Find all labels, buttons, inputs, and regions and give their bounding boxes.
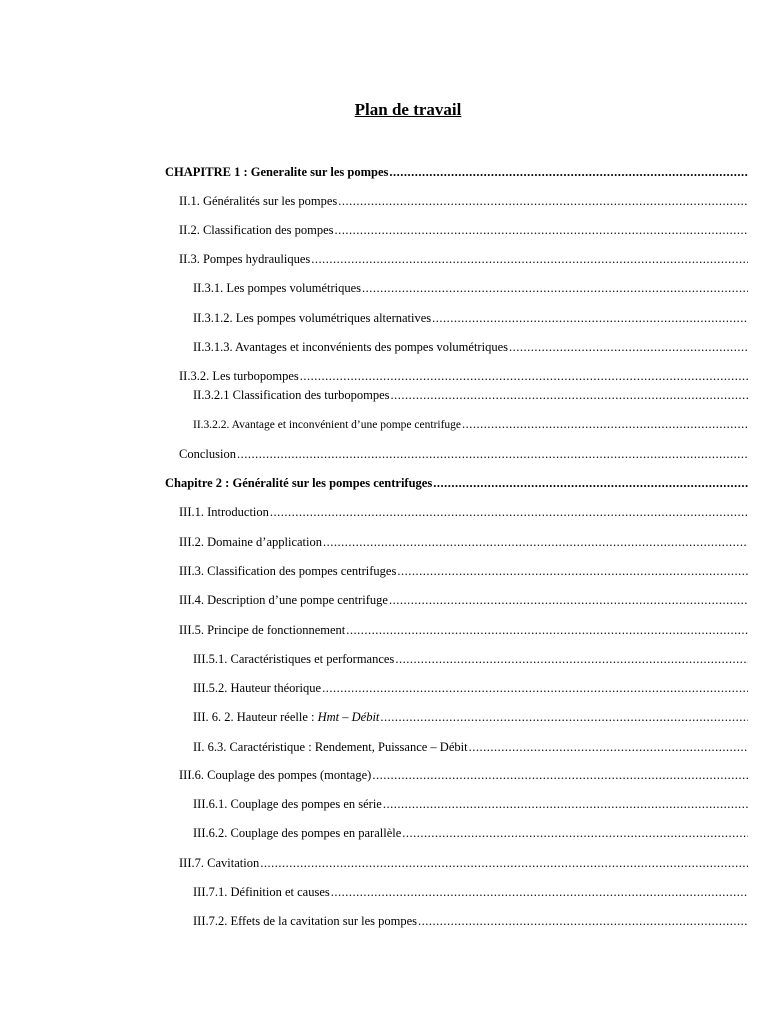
dot-leader: [346, 622, 748, 638]
dot-leader: [389, 592, 748, 608]
toc-entry-label: III.2. Domaine d’application: [179, 535, 323, 549]
dot-leader: [331, 884, 748, 900]
dot-leader: [323, 534, 748, 550]
toc-entry: [193, 651, 748, 667]
toc-entry-label-italic: Hmt – Débit: [317, 710, 380, 724]
toc-entry-label: II. 6.3. Caractéristique : Rendement, Puissance – Débit: [193, 740, 468, 754]
toc-entry-label: III.6. Couplage des pompes (montage): [179, 768, 372, 782]
dot-leader: [462, 416, 748, 432]
toc-entry-label: III.6.1. Couplage des pompes en série: [193, 797, 382, 811]
dot-leader: [397, 563, 748, 579]
dot-leader: [260, 855, 748, 871]
dot-leader: [338, 193, 748, 209]
toc-entry: [193, 280, 748, 296]
toc-entry-label: II.2. Classification des pompes: [179, 223, 334, 237]
toc-entry-label: III.5. Principe de fonctionnement: [179, 623, 346, 637]
dot-leader: [402, 825, 748, 841]
dot-leader: [383, 796, 748, 812]
toc-entry-label: II.3.2.2. Avantage et inconvénient d’une pompe centrifuge: [193, 419, 462, 431]
toc-entry: [193, 913, 748, 929]
dot-leader: [389, 164, 748, 180]
page-title: Plan de travail: [354, 100, 462, 119]
toc-entry: [179, 855, 748, 871]
dot-leader: [418, 913, 748, 929]
toc-entry: [193, 339, 748, 355]
toc-entry: [165, 475, 748, 491]
dot-leader: [391, 387, 749, 403]
dot-leader: [433, 475, 748, 491]
dot-leader: [432, 310, 748, 326]
toc-entry-label: III.1. Introduction: [179, 505, 269, 519]
toc-entry-label: III.3. Classification des pompes centrifuges: [179, 564, 397, 578]
toc-entry: [179, 504, 748, 520]
toc-entry-label: II.3.2.1 Classification des turbopompes: [193, 388, 390, 402]
toc-entry: [165, 164, 748, 180]
toc-entry-label-main: III. 6. 2. Hauteur réelle :: [193, 710, 318, 724]
toc-entry-label: III.5.2. Hauteur théorique: [193, 681, 322, 695]
toc-entry: [193, 709, 748, 725]
toc-entry: [193, 884, 748, 900]
toc-entry-label: II.3.2. Les turbopompes: [179, 369, 299, 383]
toc-entry: [193, 739, 748, 755]
toc-entry: [193, 416, 748, 433]
toc-entry-label: CHAPITRE 1 : Generalite sur les pompes: [165, 165, 389, 179]
toc-entry-label: II.3.1.3. Avantages et inconvénients des pompes volumétriques: [193, 340, 508, 354]
dot-leader: [362, 280, 748, 296]
toc-entry-label: II.3. Pompes hydrauliques: [179, 252, 311, 266]
toc-entry-label: II.3.1.2. Les pompes volumétriques alternatives: [193, 311, 432, 325]
toc-entry: [179, 534, 748, 550]
toc-entry: [193, 796, 748, 812]
toc-entry: [193, 825, 748, 841]
toc-entry: [179, 767, 748, 783]
toc-entry-label: II.3.1. Les pompes volumétriques: [193, 281, 362, 295]
toc-entry-label: III.7. Cavitation: [179, 856, 260, 870]
dot-leader: [322, 680, 748, 696]
toc-entry: [179, 251, 748, 267]
toc-entry: [179, 622, 748, 638]
dot-leader: [270, 504, 748, 520]
dot-leader: [380, 709, 748, 725]
toc-entry: [193, 680, 748, 696]
dot-leader: [335, 222, 749, 238]
toc-entry-label: III.6.2. Couplage des pompes en parallèle: [193, 826, 402, 840]
toc-entry-label: Conclusion: [179, 447, 236, 461]
toc-entry: [193, 310, 748, 326]
dot-leader: [300, 368, 748, 384]
toc-entry-label: II.1. Généralités sur les pompes: [179, 194, 338, 208]
dot-leader: [237, 446, 748, 462]
dot-leader: [372, 767, 748, 783]
dot-leader: [509, 339, 748, 355]
toc-entry-label: [193, 709, 379, 725]
toc-entry-label: III.7.1. Définition et causes: [193, 885, 330, 899]
toc-entry: [193, 387, 748, 403]
toc-entry: [179, 592, 748, 608]
dot-leader: [395, 651, 748, 667]
toc-entry: [179, 446, 748, 462]
toc-entry: [179, 222, 748, 238]
dot-leader: [311, 251, 748, 267]
toc-entry: [179, 368, 748, 384]
dot-leader: [469, 739, 748, 755]
toc-entry-label: III.7.2. Effets de la cavitation sur les pompes: [193, 914, 418, 928]
toc-entry-label: Chapitre 2 : Généralité sur les pompes centrifuges: [165, 476, 433, 490]
toc-entry-label: III.5.1. Caractéristiques et performances: [193, 652, 395, 666]
toc-entry-label: III.4. Description d’une pompe centrifuge: [179, 593, 388, 607]
toc-entry: [179, 193, 748, 209]
toc-entry: [179, 563, 748, 579]
